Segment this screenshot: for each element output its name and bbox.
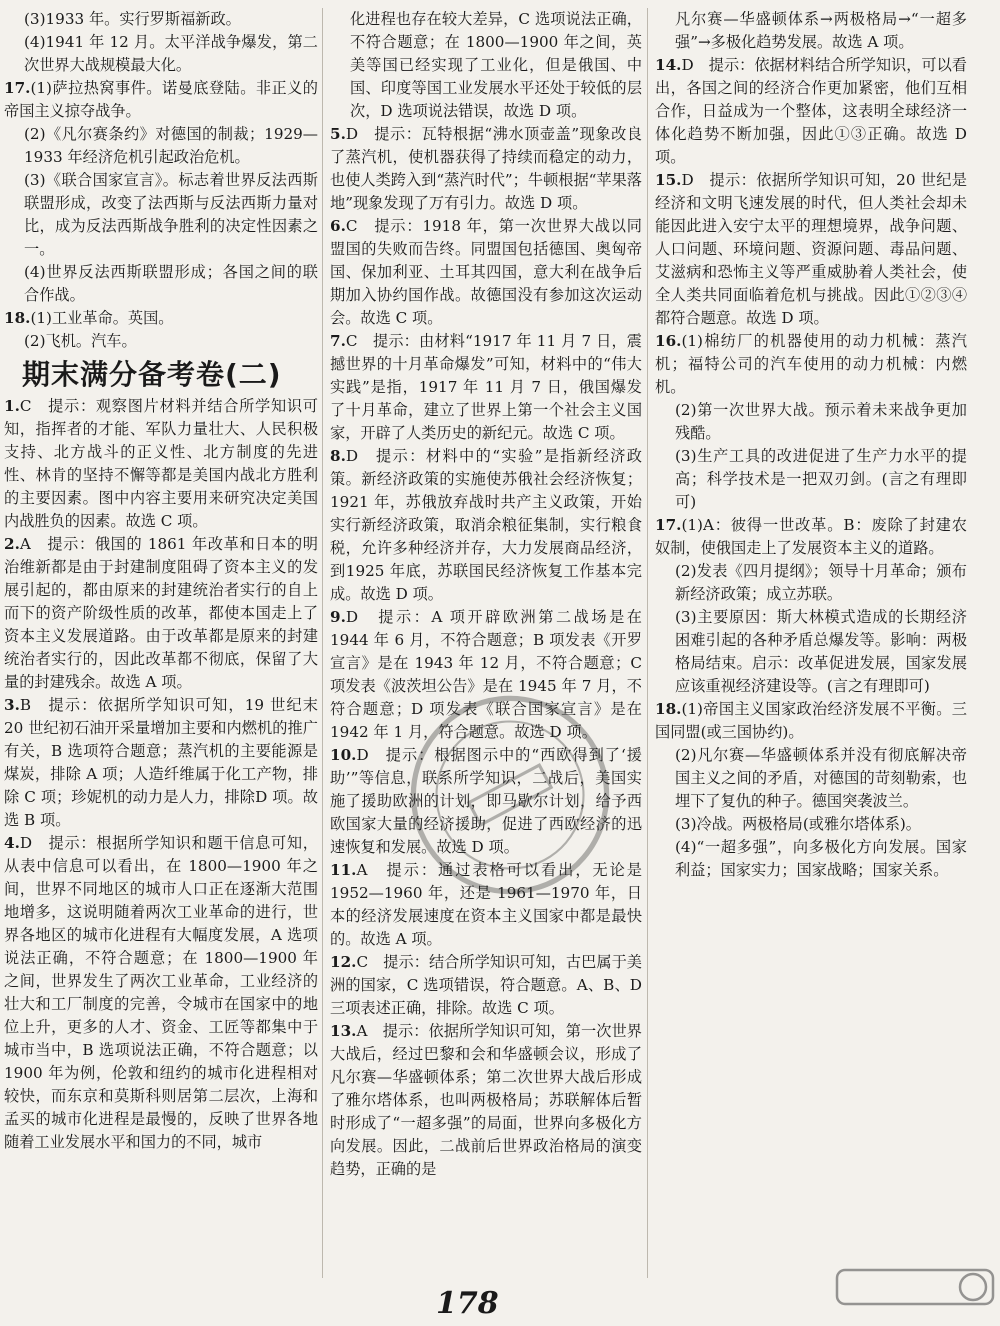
answer-item (4, 330, 318, 353)
answer-text: D 提示：依据材料结合所学知识，可以看出，各国之间的经济合作更加紧密，他们互相合作，日益成为一个整体，这表明全球经济一体化趋势不断加强，因此①③正确。故选 D 项。 (655, 56, 967, 166)
answer-item (4, 395, 318, 533)
answer-text: (1)棉纺厂的机器使用的动力机械：蒸汽机；福特公司的汽车使用的动力机械：内燃机。 (655, 332, 967, 396)
answer-item (4, 77, 318, 123)
question-number: 1. (4, 397, 20, 415)
answer-text: (2)第一次世界大战。预示着未来战争更加残酷。 (675, 401, 967, 442)
answer-item (4, 123, 318, 169)
answer-item (4, 169, 318, 261)
question-number: 9. (330, 608, 346, 626)
answer-text: (3)生产工具的改进促进了生产力水平的提高；科学技术是一把双刃剑。(言之有理即可) (675, 447, 967, 511)
answer-item (4, 31, 318, 77)
answer-item (655, 606, 967, 698)
answer-item (655, 169, 967, 330)
answer-text: (1)萨拉热窝事件。诺曼底登陆。非正义的帝国主义掠夺战争。 (4, 79, 318, 120)
question-number: 17. (655, 516, 682, 534)
answer-item (330, 445, 642, 606)
answer-text: (3)《联合国家宣言》。标志着世界反法西斯联盟形成，改变了法西斯与反法西斯力量对比，成为反法西斯战争胜利的决定性因素之一。 (24, 171, 318, 258)
answer-item (655, 560, 967, 606)
answer-item (655, 698, 967, 744)
answer-item (4, 832, 318, 1154)
answer-text: (3)主要原因：斯大林模式造成的长期经济困难引起的各种矛盾总爆发等。影响：两极格局结束。启示：改革促进发展，国家发展应该重视经济建设等。(言之有理即可) (675, 608, 967, 695)
question-number: 4. (4, 834, 20, 852)
answer-item (330, 8, 642, 123)
answer-item (655, 445, 967, 514)
answer-item (655, 744, 967, 813)
watermark-logo (835, 1268, 995, 1322)
answer-item (655, 399, 967, 445)
answer-text: (2)凡尔赛—华盛顿体系并没有彻底解决帝国主义之间的矛盾，对德国的苛刻勒索，也埋下了复仇的种子。德国突袭波兰。 (675, 746, 967, 810)
answer-text: C 提示：观察图片材料并结合所学知识可知，指挥者的才能、军队力量壮大、人民积极支持、北方战斗的正义性、北方制度的先进性、林肯的坚持不懈等都是美国内战北方胜利的主要因素。图中内容主要用来研究决定美国内战胜负的因素。故选 C 项。 (4, 397, 318, 530)
question-number: 10. (330, 746, 357, 764)
answer-text: D 提示：A 项开辟欧洲第二战场是在 1944 年 6 月，不符合题意；B 项发表《开罗宣言》是在 1943 年 12 月，不符合题意；C 项发表《波茨坦公告》是在 1945 年 7 月，不符合题意；D 项发表《联合国家宣言》是在 1942 年 1 月，符合题意。故选 D 项。 (330, 608, 642, 741)
answer-item (655, 813, 967, 836)
answer-text: (4)世界反法西斯联盟形成；各国之间的联合作战。 (24, 263, 318, 304)
answer-text: C 提示：1918 年，第一次世界大战以同盟国的失败而告终。同盟国包括德国、奥匈帝国、保加利亚、土耳其四国，意大利在战争后期加入协约国作战。故德国没有参加这次运动会。故选 C 项。 (330, 217, 642, 327)
answer-item (655, 8, 967, 54)
answer-text: A 提示：俄国的 1861 年改革和日本的明治维新都是由于封建制度阻碍了资本主义的发展引起的，都由原来的封建统治者实行的自上而下的资产阶级性质的改革，都使本国走上了资本主义发展道路。由于改革都是原来的封建统治者实行的，因此改革都不彻底，保留了大量的封建残余。故选 A 项。 (4, 535, 318, 691)
answer-text: C 提示：结合所学知识可知，古巴属于美洲的国家，C 选项错误，符合题意。A、B、D 三项表述正确，排除。故选 C 项。 (330, 953, 642, 1017)
answer-text: C 提示：由材料“1917 年 11 月 7 日，震撼世界的十月革命爆发”可知，材料中的“伟大实践”是指，1917 年 11 月 7 日，俄国爆发了十月革命，建立了世界上第一个社会主义国家，开辟了人类历史的新纪元。故选 C 项。 (330, 332, 642, 442)
answer-item (330, 1020, 642, 1181)
answer-item (4, 307, 318, 330)
answer-text: D 提示：依据所学知识可知，20 世纪是经济和文明飞速发展的时代，但人类社会却未能因此进入安宁太平的理想境界，战争问题、人口问题、环境问题、资源问题、毒品问题、艾滋病和恐怖主义等严重威胁着人类社会，使全人类共同面临着危机与挑战。因此①②③④都符合题意。故选 D 项。 (655, 171, 967, 327)
answer-item (4, 261, 318, 307)
answer-column-1 (4, 8, 318, 1154)
column-divider (647, 8, 648, 1278)
answer-item (655, 54, 967, 169)
answer-text: (1)帝国主义国家政治经济发展不平衡。三国同盟(或三国协约)。 (655, 700, 967, 741)
answer-text: (1)A：彼得一世改革。B：废除了封建农奴制，使俄国走上了发展资本主义的道路。 (655, 516, 967, 557)
answer-item (655, 514, 967, 560)
answer-text: (2)发表《四月提纲》；领导十月革命；颁布新经济政策；成立苏联。 (675, 562, 967, 603)
answer-item (655, 330, 967, 399)
answer-text: A 提示：依据所学知识可知，第一次世界大战后，经过巴黎和会和华盛顿会议，形成了凡尔赛—华盛顿体系；第二次世界大战后形成了雅尔塔体系，也叫两极格局；苏联解体后暂时形成了“一超多强”的局面，世界向多极化方向发展。因此，二战前后世界政治格局的演变趋势，正确的是 (330, 1022, 642, 1178)
answer-text: (4)1941 年 12 月。太平洋战争爆发，第二次世界大战规模最大化。 (24, 33, 318, 74)
answer-text: B 提示：依据所学知识可知，19 世纪末 20 世纪初石油开采量增加主要和内燃机的推广有关，B 选项符合题意；蒸汽机的主要能源是煤炭，排除 A 项；人造纤维属于化工产物，排除 C 项；珍妮机的动力是人力，排除D 项。故选 B 项。 (4, 696, 318, 829)
page-number: 178 (436, 1286, 499, 1321)
question-number: 2. (4, 535, 20, 553)
answer-text: D 提示：根据所学知识和题干信息可知，从表中信息可以看出，在 1800—1900 年之间，世界不同地区的城市人口正在逐渐大范围地增多，这说明随着两次工业革命的进行，世界各地区的城市化进程有大幅度发展，A 选项说法正确，不符合题意；在 1800—1900 年之间，世界发生了两次工业革命，工业经济的壮大和工厂制度的完善，令城市在国家中的地位上升，更多的人才、资金、工匠等都集中于城市当中，B 选项说法正确，不符合题意；以 1900 年为例，伦敦和纽约的城市化进程相对较快，而东京和莫斯科则居第二层次，上海和孟买的城市化进程是最慢的，反映了世界各地随着工业发展水平和国力的不同，城市 (4, 834, 318, 1151)
answer-item (330, 123, 642, 215)
answer-item (4, 694, 318, 832)
question-number: 18. (4, 309, 31, 327)
question-number: 5. (330, 125, 346, 143)
answer-column-2 (330, 8, 642, 1181)
answer-text: D 提示：根据图示中的“西欧得到了‘援助’”等信息，联系所学知识，二战后，美国实施了援助欧洲的计划，即马歇尔计划，给予西欧国家大量的经济援助，促进了西欧经济的迅速恢复和发展。故选 D 项。 (330, 746, 642, 856)
answer-item (330, 951, 642, 1020)
answer-text: (3)冷战。两极格局(或雅尔塔体系)。 (675, 815, 921, 833)
answer-item (4, 8, 318, 31)
column-divider (322, 8, 323, 1278)
question-number: 3. (4, 696, 20, 714)
answer-text: (2)《凡尔赛条约》对德国的制裁；1929—1933 年经济危机引起政治危机。 (24, 125, 318, 166)
question-number: 12. (330, 953, 357, 971)
answer-item (330, 215, 642, 330)
answer-column-3 (655, 8, 967, 882)
question-number: 11. (330, 861, 357, 879)
question-number: 6. (330, 217, 346, 235)
answer-text: 化进程也存在较大差异，C 选项说法正确，不符合题意；在 1800—1900 年之间，英美等国已经实现了工业化，但是俄国、中国、印度等国工业发展水平还处于较低的层次，D 选项说法错误，故选 D 项。 (350, 10, 642, 120)
answer-item (655, 836, 967, 882)
answer-text: A 提示：通过表格可以看出，无论是 1952—1960 年，还是 1961—1970 年，日本的经济发展速度在资本主义国家中都是最快的。故选 A 项。 (330, 861, 642, 948)
answer-text: D 提示：材料中的“实验”是指新经济政策。新经济政策的实施使苏俄社会经济恢复；1921 年，苏俄放弃战时共产主义政策，开始实行新经济政策，取消余粮征集制，实行粮食税，允许多种经济并存，大力发展商品经济，到1925 年底，苏联国民经济恢复工作基本完成。故选 D 项。 (330, 447, 642, 603)
answer-item (330, 330, 642, 445)
question-number: 7. (330, 332, 346, 350)
section-title: 期末满分备考卷(二) (22, 358, 282, 391)
question-number: 14. (655, 56, 682, 74)
question-number: 13. (330, 1022, 357, 1040)
answer-text: D 提示：瓦特根据“沸水顶壶盖”现象改良了蒸汽机，使机器获得了持续而稳定的动力，也使人类跨入到“蒸汽时代”；牛顿根据“苹果落地”现象发现了万有引力。故选 D 项。 (330, 125, 642, 212)
answer-text: (2)飞机。汽车。 (24, 332, 137, 350)
answer-text: (1)工业革命。英国。 (30, 309, 174, 327)
question-number: 17. (4, 79, 31, 97)
question-number: 15. (655, 171, 682, 189)
answer-text: (4)“一超多强”，向多极化方向发展。国家利益；国家实力；国家战略；国家关系。 (675, 838, 967, 879)
question-number: 16. (655, 332, 682, 350)
answer-text: 凡尔赛—华盛顿体系→两极格局→“一超多强”→多极化趋势发展。故选 A 项。 (675, 10, 967, 51)
question-number: 18. (655, 700, 682, 718)
answer-item (4, 533, 318, 694)
answer-text: (3)1933 年。实行罗斯福新政。 (24, 10, 241, 28)
question-number: 8. (330, 447, 346, 465)
